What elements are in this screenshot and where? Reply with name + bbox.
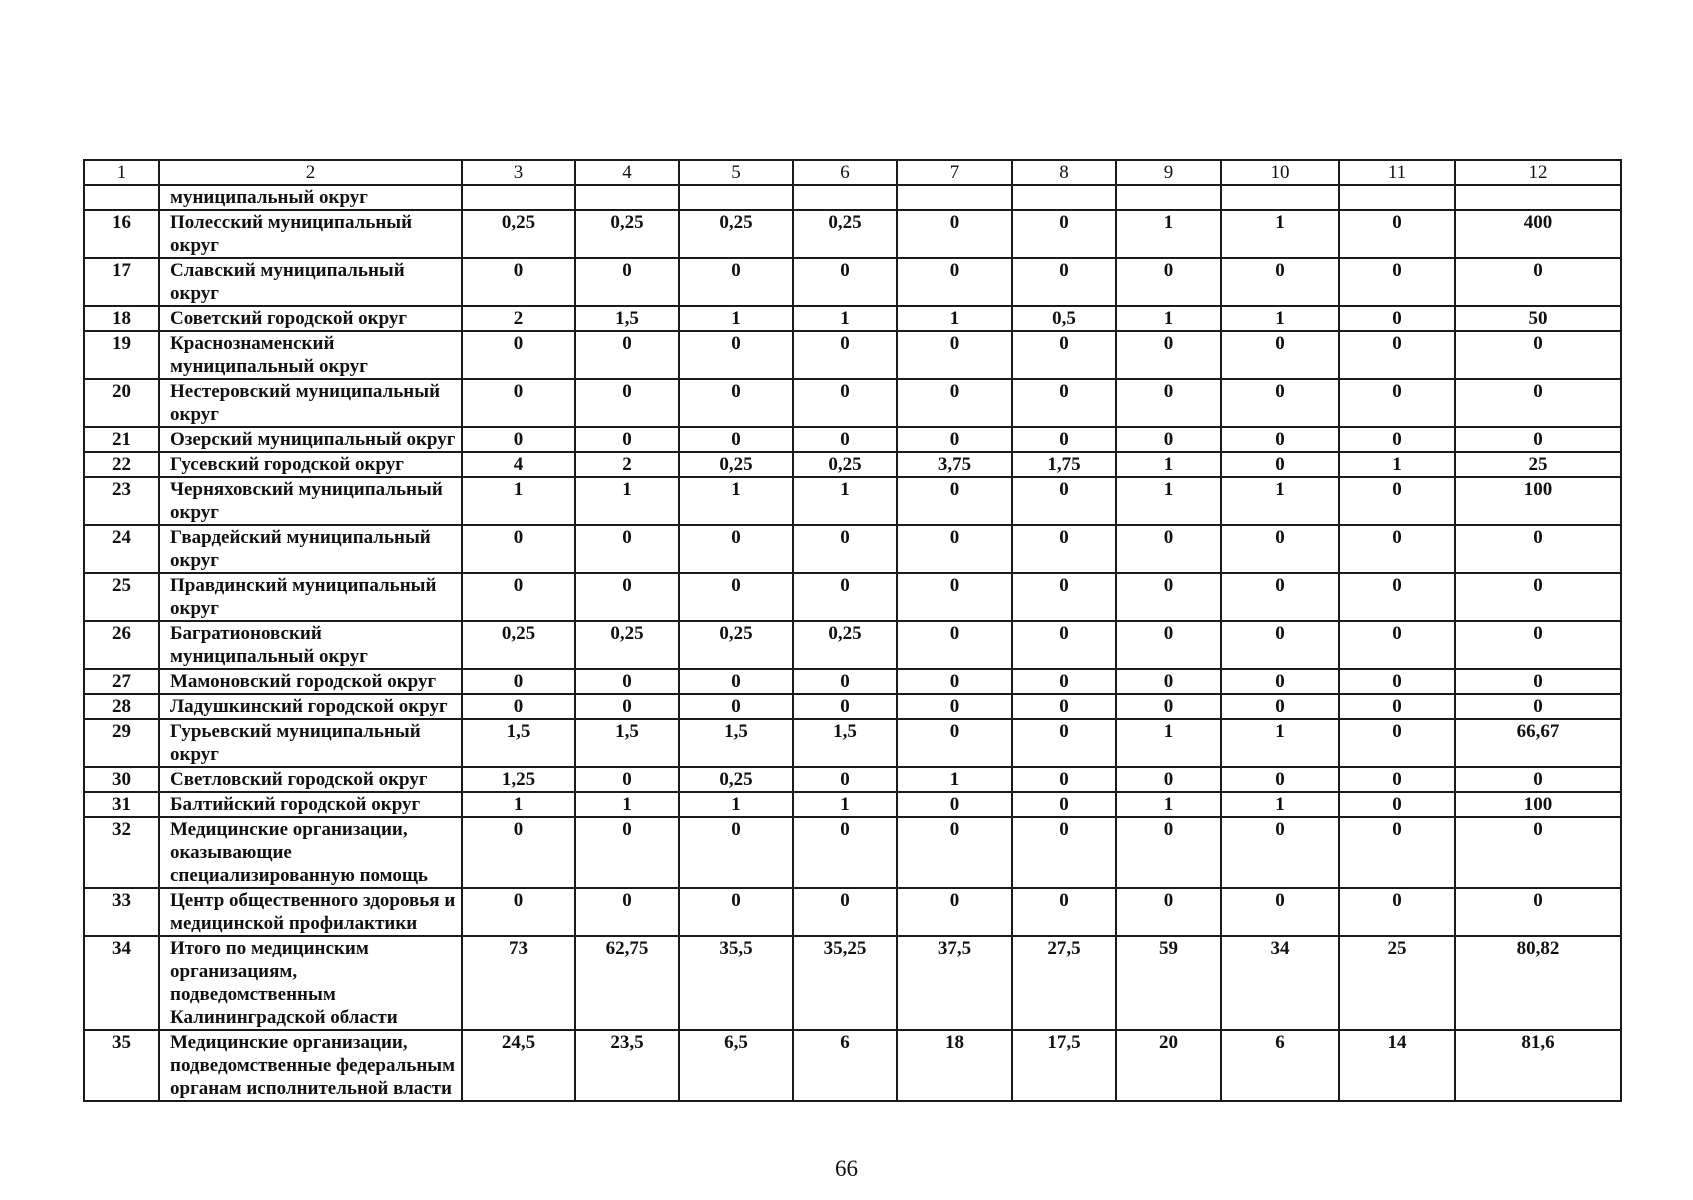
value-cell: 0	[1455, 573, 1621, 621]
value-cell: 0	[1455, 888, 1621, 936]
value-cell: 0	[1012, 767, 1116, 792]
name-cell: Черняховский муниципальный округ	[159, 477, 462, 525]
value-cell: 0	[1221, 694, 1339, 719]
value-cell: 1	[793, 306, 897, 331]
header-cell: 10	[1221, 160, 1339, 185]
row-number-cell: 31	[84, 792, 159, 817]
value-cell: 0	[575, 888, 679, 936]
value-cell: 0	[1012, 621, 1116, 669]
value-cell: 0	[1221, 258, 1339, 306]
table-row	[84, 185, 1621, 210]
value-cell: 17,5	[1012, 1030, 1116, 1101]
value-cell: 1	[1116, 210, 1221, 258]
value-cell: 0	[1012, 477, 1116, 525]
row-number-cell: 24	[84, 525, 159, 573]
value-cell: 0	[1012, 379, 1116, 427]
value-cell: 35,5	[679, 936, 793, 1030]
value-cell: 0,25	[793, 621, 897, 669]
value-cell: 0,25	[679, 452, 793, 477]
value-cell	[793, 185, 897, 210]
value-cell	[1455, 185, 1621, 210]
row-number-cell: 23	[84, 477, 159, 525]
header-cell: 5	[679, 160, 793, 185]
name-cell: Полесский муниципальный округ	[159, 210, 462, 258]
value-cell: 0	[793, 525, 897, 573]
value-cell: 0	[462, 258, 575, 306]
value-cell	[1012, 185, 1116, 210]
name-cell: Центр общественного здоровья и медицинской профилактики	[159, 888, 462, 936]
header-cell: 12	[1455, 160, 1621, 185]
table-row	[84, 792, 1621, 817]
value-cell: 1	[1116, 477, 1221, 525]
value-cell: 0	[1012, 427, 1116, 452]
value-cell: 4	[462, 452, 575, 477]
row-number-cell: 34	[84, 936, 159, 1030]
value-cell: 0	[897, 427, 1012, 452]
value-cell: 0	[1221, 525, 1339, 573]
table-row	[84, 379, 1621, 427]
table-row	[84, 669, 1621, 694]
value-cell: 0,25	[679, 210, 793, 258]
value-cell: 0	[575, 694, 679, 719]
value-cell: 1	[1221, 477, 1339, 525]
value-cell: 0	[1116, 621, 1221, 669]
value-cell: 0	[793, 817, 897, 888]
value-cell: 27,5	[1012, 936, 1116, 1030]
value-cell: 0	[1455, 621, 1621, 669]
value-cell: 0,25	[793, 210, 897, 258]
table-row	[84, 306, 1621, 331]
value-cell: 0,25	[575, 210, 679, 258]
name-cell: Советский городской округ	[159, 306, 462, 331]
row-number-cell: 22	[84, 452, 159, 477]
value-cell: 1,5	[679, 719, 793, 767]
value-cell: 14	[1339, 1030, 1455, 1101]
value-cell: 59	[1116, 936, 1221, 1030]
name-cell: Медицинские организации, подведомственные федеральным органам исполнительной власти	[159, 1030, 462, 1101]
row-number-cell: 26	[84, 621, 159, 669]
value-cell: 0	[462, 525, 575, 573]
value-cell: 0	[575, 379, 679, 427]
value-cell: 0	[1455, 331, 1621, 379]
value-cell: 0,25	[679, 767, 793, 792]
table-row	[84, 1030, 1621, 1101]
value-cell: 0	[1221, 331, 1339, 379]
value-cell: 1	[679, 306, 793, 331]
table-row	[84, 621, 1621, 669]
value-cell: 80,82	[1455, 936, 1621, 1030]
value-cell: 1,5	[575, 719, 679, 767]
table-row	[84, 525, 1621, 573]
value-cell: 81,6	[1455, 1030, 1621, 1101]
data-table	[83, 159, 1622, 1102]
value-cell: 0	[1116, 258, 1221, 306]
value-cell: 37,5	[897, 936, 1012, 1030]
name-cell: Нестеровский муниципальный округ	[159, 379, 462, 427]
value-cell: 0	[897, 525, 1012, 573]
value-cell: 0	[897, 258, 1012, 306]
header-cell: 7	[897, 160, 1012, 185]
value-cell: 1	[1116, 306, 1221, 331]
table-body	[84, 160, 1621, 1101]
name-cell: муниципальный округ	[159, 185, 462, 210]
value-cell: 0	[462, 669, 575, 694]
value-cell	[462, 185, 575, 210]
value-cell: 1	[793, 792, 897, 817]
value-cell: 24,5	[462, 1030, 575, 1101]
value-cell: 100	[1455, 792, 1621, 817]
value-cell: 0	[1012, 817, 1116, 888]
value-cell: 0	[793, 427, 897, 452]
value-cell: 0	[1339, 210, 1455, 258]
value-cell: 0	[897, 719, 1012, 767]
value-cell: 1	[897, 767, 1012, 792]
row-number-cell: 19	[84, 331, 159, 379]
value-cell: 20	[1116, 1030, 1221, 1101]
value-cell: 0	[1339, 477, 1455, 525]
value-cell: 0	[1221, 817, 1339, 888]
value-cell: 0	[1339, 767, 1455, 792]
value-cell: 0	[1116, 694, 1221, 719]
value-cell: 66,67	[1455, 719, 1621, 767]
value-cell: 3,75	[897, 452, 1012, 477]
value-cell: 0	[1221, 573, 1339, 621]
value-cell: 0	[1339, 719, 1455, 767]
header-cell: 6	[793, 160, 897, 185]
value-cell: 0	[1455, 767, 1621, 792]
value-cell: 1,75	[1012, 452, 1116, 477]
name-cell: Гурьевский муниципальный округ	[159, 719, 462, 767]
value-cell: 0	[679, 694, 793, 719]
value-cell: 1	[1116, 792, 1221, 817]
header-cell: 1	[84, 160, 159, 185]
value-cell: 0	[575, 767, 679, 792]
value-cell: 0	[1116, 767, 1221, 792]
value-cell: 1,25	[462, 767, 575, 792]
value-cell: 0	[897, 573, 1012, 621]
table-row	[84, 888, 1621, 936]
value-cell: 0	[1339, 792, 1455, 817]
value-cell	[1221, 185, 1339, 210]
value-cell: 0	[1221, 669, 1339, 694]
value-cell: 0,25	[679, 621, 793, 669]
header-cell: 3	[462, 160, 575, 185]
value-cell: 2	[575, 452, 679, 477]
value-cell: 0	[575, 427, 679, 452]
value-cell: 0	[1221, 888, 1339, 936]
name-cell: Гусевский городской округ	[159, 452, 462, 477]
value-cell: 1	[793, 477, 897, 525]
table-row	[84, 719, 1621, 767]
value-cell: 0	[1012, 694, 1116, 719]
value-cell: 1	[462, 792, 575, 817]
value-cell: 0	[793, 331, 897, 379]
value-cell: 0	[1012, 525, 1116, 573]
value-cell: 0	[1339, 258, 1455, 306]
value-cell: 0	[575, 669, 679, 694]
table-row	[84, 452, 1621, 477]
value-cell: 0	[1221, 767, 1339, 792]
value-cell: 35,25	[793, 936, 897, 1030]
value-cell: 0	[462, 888, 575, 936]
value-cell: 0	[1339, 888, 1455, 936]
value-cell: 0	[1339, 621, 1455, 669]
value-cell: 0	[1221, 452, 1339, 477]
row-number-cell: 28	[84, 694, 159, 719]
row-number-cell	[84, 185, 159, 210]
value-cell: 0	[679, 525, 793, 573]
value-cell: 1	[1116, 719, 1221, 767]
value-cell: 0	[679, 258, 793, 306]
value-cell: 0	[1221, 621, 1339, 669]
value-cell: 1	[1221, 792, 1339, 817]
table-row	[84, 210, 1621, 258]
header-cell: 11	[1339, 160, 1455, 185]
value-cell: 0,25	[575, 621, 679, 669]
value-cell: 62,75	[575, 936, 679, 1030]
value-cell: 0	[679, 573, 793, 621]
header-cell: 2	[159, 160, 462, 185]
value-cell: 23,5	[575, 1030, 679, 1101]
value-cell: 0	[679, 817, 793, 888]
value-cell: 0	[1455, 817, 1621, 888]
value-cell: 0	[1116, 525, 1221, 573]
value-cell: 0	[1116, 427, 1221, 452]
row-number-cell: 35	[84, 1030, 159, 1101]
value-cell: 1,5	[793, 719, 897, 767]
value-cell: 1,5	[462, 719, 575, 767]
table-row	[84, 767, 1621, 792]
name-cell: Озерский муниципальный округ	[159, 427, 462, 452]
value-cell: 25	[1339, 936, 1455, 1030]
value-cell: 0	[1012, 888, 1116, 936]
value-cell: 0	[897, 817, 1012, 888]
value-cell: 0	[897, 621, 1012, 669]
row-number-cell: 29	[84, 719, 159, 767]
value-cell: 0	[793, 258, 897, 306]
value-cell: 0	[1116, 331, 1221, 379]
value-cell	[897, 185, 1012, 210]
value-cell: 0	[575, 331, 679, 379]
header-cell: 4	[575, 160, 679, 185]
row-number-cell: 18	[84, 306, 159, 331]
value-cell: 1	[1221, 719, 1339, 767]
value-cell: 0	[1012, 719, 1116, 767]
name-cell: Балтийский городской округ	[159, 792, 462, 817]
value-cell: 0	[793, 694, 897, 719]
table-row	[84, 477, 1621, 525]
value-cell: 400	[1455, 210, 1621, 258]
value-cell: 0	[462, 573, 575, 621]
value-cell: 0	[575, 258, 679, 306]
value-cell: 1	[575, 477, 679, 525]
value-cell: 0	[1455, 694, 1621, 719]
value-cell: 0	[897, 792, 1012, 817]
value-cell: 0	[462, 379, 575, 427]
value-cell: 1	[897, 306, 1012, 331]
value-cell: 0	[1339, 379, 1455, 427]
value-cell: 0,5	[1012, 306, 1116, 331]
value-cell: 6,5	[679, 1030, 793, 1101]
value-cell: 0	[1012, 792, 1116, 817]
row-number-cell: 17	[84, 258, 159, 306]
value-cell: 34	[1221, 936, 1339, 1030]
value-cell: 0	[679, 379, 793, 427]
table-row	[84, 573, 1621, 621]
value-cell: 0	[897, 379, 1012, 427]
table-row	[84, 258, 1621, 306]
value-cell: 0	[575, 525, 679, 573]
value-cell: 25	[1455, 452, 1621, 477]
value-cell: 0	[679, 669, 793, 694]
value-cell: 0	[1339, 573, 1455, 621]
value-cell: 0	[1339, 817, 1455, 888]
value-cell: 0	[1339, 694, 1455, 719]
name-cell: Багратионовский муниципальный округ	[159, 621, 462, 669]
value-cell: 73	[462, 936, 575, 1030]
value-cell	[679, 185, 793, 210]
value-cell	[575, 185, 679, 210]
value-cell: 2	[462, 306, 575, 331]
value-cell: 0	[1012, 331, 1116, 379]
value-cell: 50	[1455, 306, 1621, 331]
row-number-cell: 21	[84, 427, 159, 452]
value-cell: 0,25	[462, 621, 575, 669]
name-cell: Славский муниципальный округ	[159, 258, 462, 306]
value-cell: 0	[462, 331, 575, 379]
value-cell: 0	[897, 210, 1012, 258]
name-cell: Гвардейский муниципальный округ	[159, 525, 462, 573]
table-row	[84, 694, 1621, 719]
row-number-cell: 16	[84, 210, 159, 258]
row-number-cell: 30	[84, 767, 159, 792]
value-cell: 0	[1116, 817, 1221, 888]
value-cell: 0	[793, 669, 897, 694]
page-number: 66	[835, 1156, 858, 1181]
value-cell: 0	[1012, 669, 1116, 694]
row-number-cell: 33	[84, 888, 159, 936]
value-cell: 1	[1221, 306, 1339, 331]
value-cell: 6	[1221, 1030, 1339, 1101]
value-cell: 1	[1116, 452, 1221, 477]
value-cell: 0	[1116, 888, 1221, 936]
value-cell: 0	[1339, 306, 1455, 331]
table-row	[84, 427, 1621, 452]
name-cell: Медицинские организации, оказывающие специализированную помощь	[159, 817, 462, 888]
value-cell: 100	[1455, 477, 1621, 525]
value-cell: 0	[575, 573, 679, 621]
value-cell: 0	[1455, 427, 1621, 452]
value-cell: 0	[1339, 525, 1455, 573]
value-cell: 0	[679, 427, 793, 452]
value-cell: 0	[462, 427, 575, 452]
value-cell: 0	[679, 331, 793, 379]
name-cell: Итого по медицинским организациям, подведомственным Калининградской области	[159, 936, 462, 1030]
row-number-cell: 32	[84, 817, 159, 888]
value-cell: 0	[897, 331, 1012, 379]
value-cell: 0	[897, 694, 1012, 719]
value-cell: 1	[462, 477, 575, 525]
value-cell: 0	[1012, 258, 1116, 306]
value-cell: 0	[462, 694, 575, 719]
header-row	[84, 160, 1621, 185]
value-cell: 0	[1339, 669, 1455, 694]
value-cell: 0,25	[462, 210, 575, 258]
header-cell: 8	[1012, 160, 1116, 185]
value-cell: 0	[897, 477, 1012, 525]
value-cell: 0	[1221, 379, 1339, 427]
value-cell: 0	[1012, 573, 1116, 621]
value-cell: 0	[462, 817, 575, 888]
name-cell: Мамоновский городской округ	[159, 669, 462, 694]
value-cell: 0	[1116, 669, 1221, 694]
name-cell: Краснознаменский муниципальный округ	[159, 331, 462, 379]
value-cell: 0	[793, 573, 897, 621]
row-number-cell: 25	[84, 573, 159, 621]
row-number-cell: 20	[84, 379, 159, 427]
value-cell: 1	[575, 792, 679, 817]
value-cell: 0	[793, 888, 897, 936]
value-cell: 6	[793, 1030, 897, 1101]
value-cell: 0	[1339, 331, 1455, 379]
value-cell	[1339, 185, 1455, 210]
value-cell: 1,5	[575, 306, 679, 331]
value-cell: 0	[1455, 258, 1621, 306]
header-cell: 9	[1116, 160, 1221, 185]
name-cell: Светловский городской округ	[159, 767, 462, 792]
value-cell: 0	[1116, 573, 1221, 621]
value-cell: 0	[1455, 379, 1621, 427]
value-cell: 18	[897, 1030, 1012, 1101]
value-cell: 0	[1455, 669, 1621, 694]
value-cell: 0	[679, 888, 793, 936]
value-cell: 0	[793, 379, 897, 427]
row-number-cell: 27	[84, 669, 159, 694]
value-cell: 0	[1012, 210, 1116, 258]
table-row	[84, 817, 1621, 888]
value-cell: 0	[897, 888, 1012, 936]
table-row	[84, 936, 1621, 1030]
value-cell: 0	[1221, 427, 1339, 452]
value-cell: 1	[679, 477, 793, 525]
value-cell: 0,25	[793, 452, 897, 477]
value-cell: 0	[1116, 379, 1221, 427]
value-cell: 0	[1455, 525, 1621, 573]
value-cell: 0	[575, 817, 679, 888]
value-cell: 0	[793, 767, 897, 792]
value-cell: 1	[1339, 452, 1455, 477]
name-cell: Ладушкинский городской округ	[159, 694, 462, 719]
value-cell	[1116, 185, 1221, 210]
table-row	[84, 331, 1621, 379]
value-cell: 1	[1221, 210, 1339, 258]
value-cell: 1	[679, 792, 793, 817]
name-cell: Правдинский муниципальный округ	[159, 573, 462, 621]
value-cell: 0	[1339, 427, 1455, 452]
value-cell: 0	[897, 669, 1012, 694]
